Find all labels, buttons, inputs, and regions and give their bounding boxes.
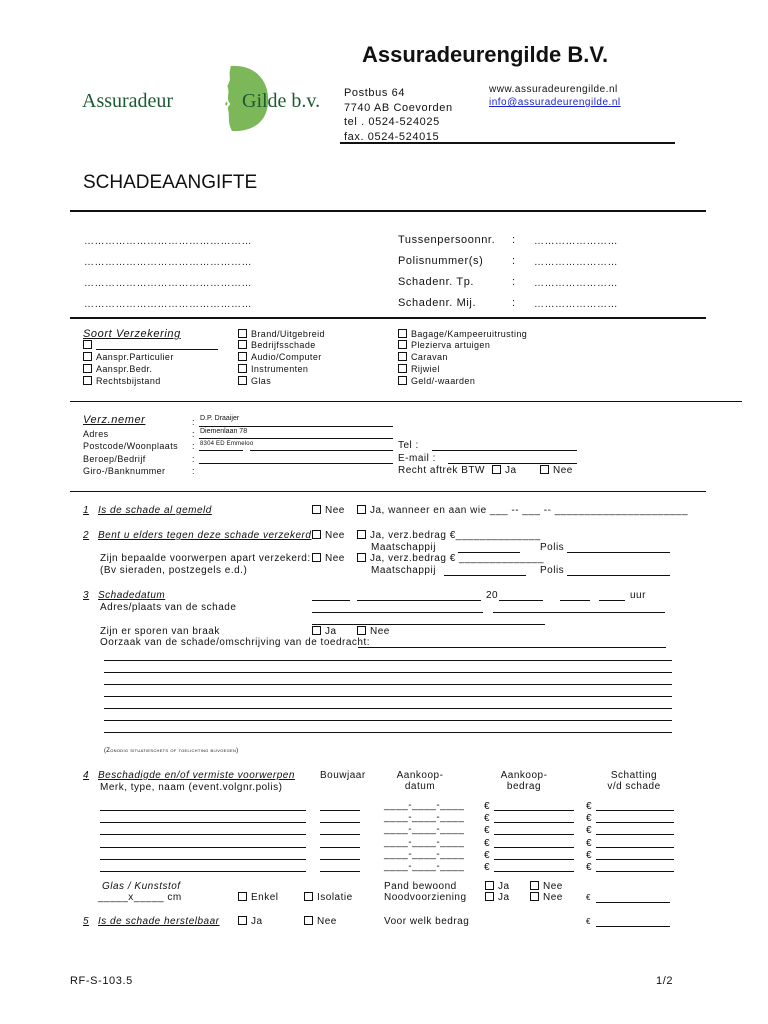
checkbox-icon[interactable] (238, 916, 247, 925)
verz-label: Giro-/Banknummer (83, 466, 166, 476)
checkbox-label: Nee (325, 553, 345, 564)
polis-label: Polis (540, 542, 565, 553)
nood-label: Noodvoorziening (384, 892, 467, 903)
checkbox-label: Plezierva artuigen (411, 340, 491, 350)
oorzaak-label: Oorzaak van de schade/omschrijving van de toedracht: (100, 637, 371, 648)
item-aankoopbedrag-line[interactable] (494, 822, 574, 823)
checkbox-icon[interactable] (530, 881, 539, 890)
website-link[interactable]: www.assuradeurengilde.nl (489, 84, 618, 95)
checkbox-label: Glas (251, 376, 272, 386)
tel-line[interactable] (432, 450, 577, 451)
nood-ja[interactable] (485, 892, 510, 903)
item-aankoopbedrag-line[interactable] (494, 834, 574, 835)
checkbox-icon[interactable] (312, 530, 321, 539)
glas-label: Glas / Kunststof (102, 881, 181, 892)
description-line[interactable] (104, 672, 672, 673)
address-line: Postbus 64 (344, 87, 406, 99)
herstel-bedrag-line[interactable] (596, 926, 670, 927)
item-name-line[interactable] (100, 834, 306, 835)
field-colon: : (512, 297, 516, 309)
logo-text-en: en (196, 88, 215, 110)
col-header-line: v/d schade (607, 781, 661, 792)
checkbox-label: Nee (325, 505, 345, 516)
euro-sign: € (586, 837, 593, 849)
postcode-line (199, 450, 243, 451)
euro-sign: € (586, 825, 593, 837)
checkbox-icon[interactable] (312, 553, 321, 562)
euro-sign: € (484, 813, 491, 825)
q2-ja[interactable] (357, 530, 541, 541)
checkbox-icon[interactable] (530, 892, 539, 901)
checkbox-icon[interactable] (238, 352, 247, 361)
checkbox-icon[interactable] (540, 465, 549, 474)
checkbox-label: Ja (251, 916, 263, 927)
question-number: 2 (83, 530, 90, 541)
glas-isolatie[interactable] (304, 892, 353, 903)
question-title: Schadedatum (98, 590, 166, 601)
maatschappij-label: Maatschappij (371, 565, 436, 576)
address-dots[interactable]: ………………………………………… (84, 278, 252, 289)
euro-sign: € (586, 893, 591, 902)
polis-line[interactable] (567, 575, 670, 576)
colon: : (192, 441, 195, 451)
item-aankoopdatum[interactable]: ____-____-____ (384, 824, 465, 836)
schadedatum-month-line[interactable] (357, 600, 481, 601)
item-schatting-line[interactable] (596, 871, 674, 872)
col-header-line: bedrag (506, 781, 542, 792)
tussenpersoonnr-field[interactable]: …………………… (534, 236, 618, 247)
btw-nee[interactable] (540, 465, 573, 476)
item-name-line[interactable] (100, 871, 306, 872)
q5-ja[interactable] (238, 916, 263, 927)
field-colon: : (512, 255, 516, 267)
checkbox-label: Nee (325, 530, 345, 541)
question-title: Is de schade herstelbaar (98, 916, 220, 927)
checkbox-item[interactable] (398, 329, 527, 339)
item-aankoopbedrag-line[interactable] (494, 871, 574, 872)
company-address (344, 86, 453, 144)
item-schatting-line[interactable] (596, 822, 674, 823)
verz-heading: Verz.nemer (83, 414, 146, 426)
q2-nee[interactable] (312, 530, 345, 541)
maatschappij-label: Maatschappij (371, 542, 436, 553)
plaats-line[interactable] (493, 612, 665, 613)
question-title: Is de schade al gemeld (98, 505, 212, 516)
checkbox-icon[interactable] (238, 376, 247, 385)
col-header-line: Aankoop- (500, 770, 548, 781)
item-name-line[interactable] (100, 847, 306, 848)
checkbox-icon[interactable] (83, 364, 92, 373)
adres-line-2[interactable] (312, 624, 545, 625)
checkbox-label: Caravan (411, 352, 448, 362)
item-name-line[interactable] (100, 822, 306, 823)
item-schatting-line[interactable] (596, 810, 674, 811)
polis-label: Polis (540, 565, 565, 576)
verz-label: Adres (83, 429, 109, 439)
logo-text-left: Assuradeur (82, 90, 174, 112)
checkbox-icon[interactable] (304, 916, 313, 925)
checkbox-item[interactable] (238, 352, 322, 362)
sub-question-note: (Bv sieraden, postzegels e.d.) (100, 565, 248, 576)
sporen-label: Zijn er sporen van braak (100, 626, 220, 637)
name-value[interactable]: D.P. Draaijer (200, 415, 240, 422)
checkbox-label: Rechtsbijstand (96, 376, 161, 386)
question-title: Beschadigde en/of vermiste voorwerpen (98, 770, 295, 781)
item-name-line[interactable] (100, 859, 306, 860)
glas-size[interactable]: _____x_____ cm (98, 892, 182, 903)
checkbox-icon[interactable] (492, 465, 501, 474)
description-line[interactable] (104, 696, 672, 697)
q1-nee[interactable] (312, 505, 345, 516)
title-divider (70, 210, 706, 212)
field-colon: : (512, 234, 516, 246)
pand-label: Pand bewoond (384, 881, 457, 892)
other-line[interactable] (96, 349, 218, 350)
euro-sign: € (586, 813, 593, 825)
maatschappij-line[interactable] (444, 575, 526, 576)
time-hour-line[interactable] (560, 600, 590, 601)
checkbox-label: Aanspr.Particulier (96, 352, 174, 362)
checkbox-icon[interactable] (357, 553, 366, 562)
checkbox-icon[interactable] (398, 352, 407, 361)
address-line: tel . 0524-524025 (344, 116, 440, 128)
item-aankoopdatum[interactable]: ____-____-____ (384, 861, 465, 872)
checkbox-item[interactable] (238, 340, 316, 350)
euro-sign: € (484, 862, 491, 873)
address-dots[interactable]: ………………………………………… (84, 299, 252, 310)
field-label: Schadenr. Mij. (398, 297, 477, 309)
verz-label: Beroep/Bedrijf (83, 454, 146, 464)
year-prefix: 20 (486, 590, 499, 601)
checkbox-icon[interactable] (83, 376, 92, 385)
beroep-line (199, 463, 393, 464)
col-aankoopdatum (388, 770, 452, 792)
address-dots[interactable]: ………………………………………… (84, 257, 252, 268)
glas-enkel[interactable] (238, 892, 279, 903)
item-aankoopdatum[interactable]: ____-____-____ (384, 848, 465, 860)
checkbox-other[interactable] (83, 340, 96, 350)
question-number: 4 (83, 770, 90, 781)
checkbox-icon[interactable] (83, 352, 92, 361)
address-dots[interactable]: ………………………………………… (84, 236, 252, 247)
description-line[interactable] (104, 708, 672, 709)
item-bouwjaar-line[interactable] (320, 847, 360, 848)
checkbox-label: Aanspr.Bedr. (96, 364, 153, 374)
checkbox-label: Ja (498, 881, 510, 892)
description-line[interactable] (104, 720, 672, 721)
schets-note: (Zonodig situatieschets of toelichting bijvoegen) (104, 748, 239, 754)
section-divider (70, 491, 706, 492)
checkbox-label: Nee (317, 916, 337, 927)
checkbox-label: Rijwiel (411, 364, 440, 374)
checkbox-icon[interactable] (398, 376, 407, 385)
woonplaats-line (250, 450, 393, 451)
email-label: E-mail : (398, 453, 436, 464)
section-divider (70, 317, 706, 319)
euro-sign: € (586, 862, 593, 873)
item-aankoopbedrag-line[interactable] (494, 859, 574, 860)
checkbox-icon[interactable] (238, 329, 247, 338)
bedrag-label: Voor welk bedrag (384, 916, 470, 927)
item-schatting-line[interactable] (596, 847, 674, 848)
checkbox-label: Nee (543, 892, 563, 903)
field-label: Polisnummer(s) (398, 255, 484, 267)
checkbox-label: Ja, verz.bedrag € ______________ (370, 553, 544, 564)
col-schatting (596, 770, 672, 792)
checkbox-item[interactable] (398, 376, 475, 386)
checkbox-label: Ja (505, 465, 517, 476)
form-title: SCHADEAANGIFTE (83, 172, 258, 193)
col-header-line: datum (404, 781, 436, 792)
euro-sign: € (586, 917, 591, 926)
checkbox-icon[interactable] (238, 364, 247, 373)
colon: : (192, 417, 195, 427)
question-number: 1 (83, 505, 90, 516)
checkbox-label: Ja, verz.bedrag €______________ (370, 530, 541, 541)
tel-label: Tel : (398, 440, 419, 451)
logo-text-right: Gilde b.v. (242, 90, 321, 112)
checkbox-icon[interactable] (398, 364, 407, 373)
checkbox-label: Ja (498, 892, 510, 903)
sub-question: Zijn bepaalde voorwerpen apart verzekerd: (100, 553, 311, 564)
question-number: 3 (83, 590, 90, 601)
street-line (199, 438, 393, 439)
checkbox-label: Nee (553, 465, 573, 476)
email-line[interactable] (448, 463, 577, 464)
checkbox-item[interactable] (83, 376, 161, 386)
checkbox-item[interactable] (398, 340, 490, 350)
schadenr-tp-field[interactable]: …………………… (534, 278, 618, 289)
checkbox-label: Ja (325, 626, 337, 637)
schadedatum-day-line[interactable] (312, 600, 350, 601)
euro-sign: € (484, 837, 491, 849)
description-line[interactable] (104, 660, 672, 661)
euro-sign: € (586, 849, 593, 861)
item-bouwjaar-line[interactable] (320, 822, 360, 823)
col-aankoopbedrag (492, 770, 556, 792)
pand-nee[interactable] (530, 881, 563, 892)
polisnummer-field[interactable]: …………………… (534, 257, 618, 268)
polis-line[interactable] (567, 552, 670, 553)
q2b-ja[interactable] (357, 553, 544, 564)
checkbox-label: Instrumenten (251, 364, 309, 374)
checkbox-icon[interactable] (312, 505, 321, 514)
euro-sign: € (586, 801, 593, 812)
col-bouwjaar: Bouwjaar (320, 770, 366, 781)
checkbox-label: Geld/-waarden (411, 376, 476, 386)
checkbox-icon[interactable] (357, 626, 366, 635)
euro-sign: € (484, 825, 491, 837)
item-bouwjaar-line[interactable] (320, 834, 360, 835)
nood-nee[interactable] (530, 892, 563, 903)
btw-label: Recht aftrek BTW (398, 465, 485, 476)
checkbox-icon[interactable] (357, 505, 366, 514)
item-bouwjaar-line[interactable] (320, 871, 360, 872)
checkbox-label: Bedrijfsschade (251, 340, 316, 350)
checkbox-item[interactable] (83, 364, 152, 374)
email-link[interactable]: info@assuradeurengilde.nl (489, 97, 621, 108)
btw-ja[interactable] (492, 465, 517, 476)
checkbox-label: Isolatie (317, 892, 353, 903)
description-line[interactable] (104, 732, 672, 733)
item-name-line[interactable] (100, 810, 306, 811)
checkbox-item[interactable] (398, 352, 448, 362)
field-label: Tussenpersoonnr. (398, 234, 496, 246)
oorzaak-line[interactable] (358, 647, 666, 648)
adres-plaats-label: Adres/plaats van de schade (100, 602, 237, 613)
checkbox-label: Nee (370, 626, 390, 637)
item-bouwjaar-line[interactable] (320, 859, 360, 860)
street-value[interactable]: Diemenlaan 78 (200, 428, 248, 435)
page-number: 1/2 (656, 975, 674, 987)
euro-sign: € (484, 801, 491, 812)
verz-label: Postcode/Woonplaats (83, 441, 178, 451)
item-aankoopbedrag-line[interactable] (494, 847, 574, 848)
checkbox-icon[interactable] (398, 329, 407, 338)
checkbox-label: Audio/Computer (251, 352, 322, 362)
colon: : (192, 429, 195, 439)
schadedatum-year-line[interactable] (499, 600, 543, 601)
address-line: fax. 0524-524015 (344, 130, 440, 143)
section-divider (70, 401, 742, 402)
checkbox-icon[interactable] (304, 892, 313, 901)
q1-ja[interactable] (357, 505, 688, 516)
question-number: 5 (83, 916, 90, 927)
checkbox-label: Nee (543, 881, 563, 892)
question-title: Bent u elders tegen deze schade verzekerd (98, 530, 312, 541)
sporen-ja[interactable] (312, 626, 337, 637)
checkbox-item[interactable] (83, 352, 174, 362)
euro-sign: € (484, 849, 491, 861)
checkbox-icon[interactable] (398, 340, 407, 349)
checkbox-item[interactable] (398, 364, 440, 374)
checkbox-item[interactable] (238, 364, 308, 374)
soort-heading: Soort Verzekering (83, 328, 181, 340)
checkbox-item[interactable] (238, 376, 271, 386)
sporen-nee[interactable] (357, 626, 390, 637)
nood-bedrag-line[interactable] (596, 902, 670, 903)
checkbox-label: Ja, wanneer en aan wie ___ -- ___ -- ______________________ (370, 505, 689, 516)
item-aankoopdatum[interactable]: ____-____-____ (384, 836, 465, 848)
schadenr-mij-field[interactable]: …………………… (534, 299, 618, 310)
uur-label: uur (630, 590, 646, 601)
name-line (199, 426, 393, 427)
postcode-value[interactable]: 8304 ED Emmeloo (200, 441, 254, 447)
time-min-line[interactable] (599, 600, 625, 601)
checkbox-label: Bagage/Kampeeruitrusting (411, 329, 528, 339)
company-title: Assuradeurengilde B.V. (362, 42, 609, 67)
checkbox-icon[interactable] (83, 340, 92, 349)
company-logo (80, 62, 340, 134)
checkbox-icon[interactable] (238, 340, 247, 349)
item-aankoopdatum[interactable]: ____-____-____ (384, 812, 465, 824)
colon: : (192, 466, 195, 476)
form-code: RF-S-103.5 (70, 975, 133, 987)
q2b-nee[interactable] (312, 553, 345, 564)
checkbox-icon[interactable] (238, 892, 247, 901)
checkbox-item[interactable] (238, 329, 325, 339)
description-line[interactable] (104, 684, 672, 685)
colon: : (192, 454, 195, 464)
item-bouwjaar-line[interactable] (320, 810, 360, 811)
q4-subtitle: Merk, type, naam (event.volgnr.polis) (100, 782, 283, 793)
checkbox-icon[interactable] (357, 530, 366, 539)
address-line: 7740 AB Coevorden (344, 101, 453, 114)
checkbox-icon[interactable] (485, 892, 494, 901)
pand-ja[interactable] (485, 881, 510, 892)
adres-line[interactable] (312, 612, 483, 613)
checkbox-icon[interactable] (485, 881, 494, 890)
col-header-line: Aankoop- (396, 770, 444, 781)
field-label: Schadenr. Tp. (398, 276, 475, 288)
checkbox-icon[interactable] (312, 626, 321, 635)
item-schatting-line[interactable] (596, 859, 674, 860)
field-colon: : (512, 276, 516, 288)
item-aankoopdatum[interactable]: ____-____-____ (384, 800, 465, 811)
checkbox-label: Brand/Uitgebreid (251, 329, 325, 339)
checkbox-label: Enkel (251, 892, 279, 903)
col-header-line: Schatting (610, 770, 658, 781)
item-schatting-line[interactable] (596, 834, 674, 835)
item-aankoopbedrag-line[interactable] (494, 810, 574, 811)
q5-nee[interactable] (304, 916, 337, 927)
header-divider (340, 142, 675, 144)
